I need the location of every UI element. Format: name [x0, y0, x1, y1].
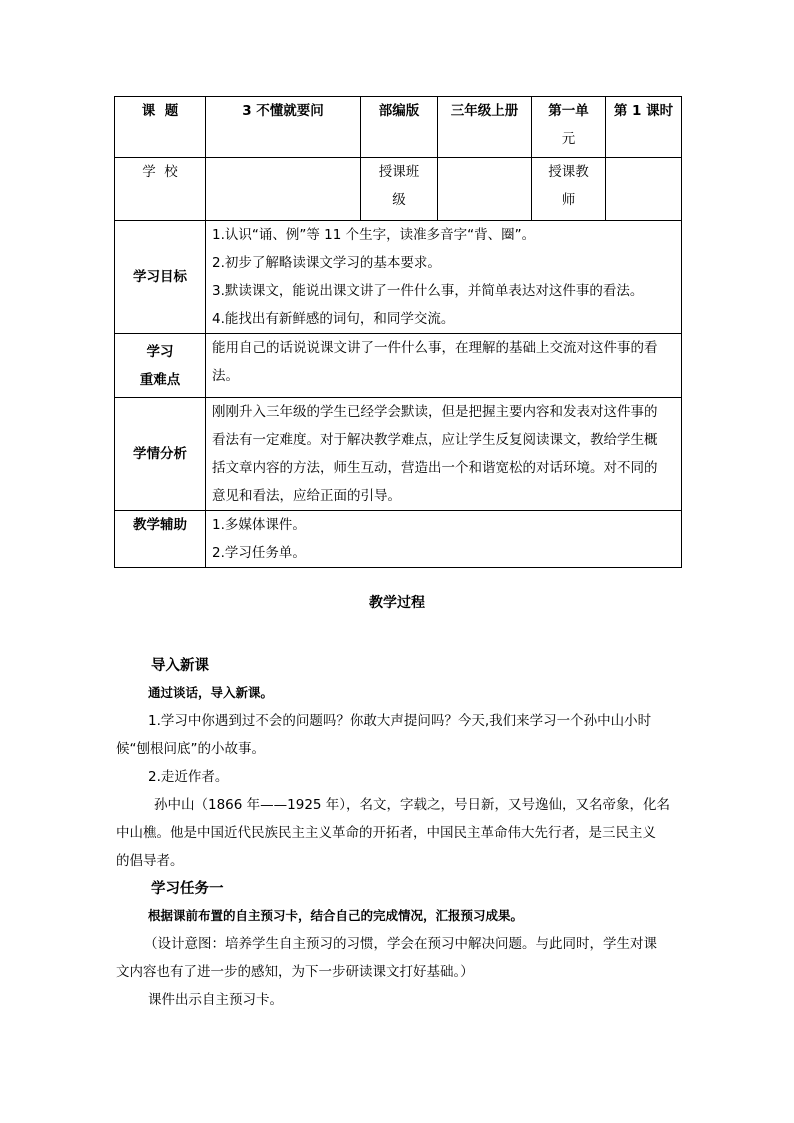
- analysis-line: 括文章内容的方法，师生互动，营造出一个和谐宽松的对话环境。对不同的: [212, 460, 658, 476]
- goal-item: 3.默读课文，能说出课文讲了一件什么事，并简单表达对这件事的看法。: [212, 283, 644, 299]
- difficulty-line: 法。: [212, 368, 239, 384]
- section-subheading-intro: 通过谈话，导入新课。: [148, 685, 274, 700]
- grade: 三年级上册: [438, 97, 532, 158]
- aids-content: [206, 511, 682, 568]
- period: 第 1 课时: [606, 97, 682, 158]
- analysis-line: 意见和看法，应给正面的引导。: [212, 488, 401, 504]
- teacher-label-line-2: 师: [561, 192, 576, 208]
- intro-paragraph-1: [116, 707, 682, 763]
- aid-item: 2.学习任务单。: [212, 545, 306, 561]
- lesson-info-table: [114, 96, 682, 568]
- teacher-label-line-1: 授课教: [548, 164, 589, 180]
- table-row: [115, 221, 682, 334]
- teacher-value: [606, 158, 682, 221]
- teacher-label: [532, 158, 606, 221]
- goal-item: 2.初步了解略读课文学习的基本要求。: [212, 255, 441, 271]
- table-row: [115, 334, 682, 398]
- edition: 部编版: [361, 97, 438, 158]
- section-heading-intro: 导入新课: [151, 658, 209, 674]
- unit-line-1: 第一单: [548, 103, 589, 119]
- paragraph-line: 文内容也有了进一步的感知，为下一步研读课文打好基础。）: [116, 964, 474, 980]
- goals-content: [206, 221, 682, 334]
- analysis-content: [206, 398, 682, 511]
- analysis-line: 看法有一定难度。对于解决教学难点，应让学生反复阅读课文，教给学生概: [212, 432, 658, 448]
- class-label: [361, 158, 438, 221]
- analysis-line: 刚刚升入三年级的学生已经学会默读，但是把握主要内容和发表对这件事的: [212, 404, 658, 420]
- difficulty-label: [115, 334, 206, 398]
- paragraph-line: 孙中山（1866 年——1925 年），名文，字载之，号日新，又号逸仙，又名帝象，化名: [154, 797, 671, 813]
- unit-line-2: 元: [561, 131, 576, 147]
- design-intent-paragraph: [116, 930, 682, 986]
- table-row: [115, 158, 682, 221]
- lesson-title: 3 不懂就要问: [206, 97, 361, 158]
- paragraph-line: 中山樵。他是中国近代民族民主主义革命的开拓者，中国民主革命伟大先行者，是三民主义: [116, 825, 656, 841]
- paragraph-line: 的倡导者。: [116, 853, 184, 869]
- table-row: [115, 97, 682, 158]
- class-label-line-1: 授课班: [378, 164, 420, 180]
- difficulty-line: 能用自己的话说说课文讲了一件什么事，在理解的基础上交流对这件事的看: [212, 340, 658, 356]
- aids-label: 教学辅助: [115, 511, 206, 568]
- paragraph-line: 1.学习中你遇到过不会的问题吗？你敢大声提问吗？今天,我们来学习一个孙中山小时: [148, 713, 652, 729]
- class-value: [438, 158, 532, 221]
- paragraph-line: 候“刨根问底”的小故事。: [116, 741, 265, 757]
- difficulty-content: [206, 334, 682, 398]
- paragraph-line: （设计意图：培养学生自主预习的习惯，学会在预习中解决问题。与此同时，学生对课: [144, 936, 657, 952]
- goal-item: 1.认识“诵、例”等 11 个生字，读准多音字“背、圈”。: [212, 227, 536, 243]
- aid-item: 1.多媒体课件。: [212, 517, 306, 533]
- table-row: [115, 511, 682, 568]
- intro-paragraph-2: 2.走近作者。: [148, 769, 229, 785]
- school-label: 学 校: [115, 158, 206, 221]
- goals-label: 学习目标: [115, 221, 206, 334]
- goal-item: 4.能找出有新鲜感的词句，和同学交流。: [212, 311, 455, 327]
- section-heading-task1: 学习任务一: [151, 881, 224, 897]
- section-subheading-task1: 根据课前布置的自主预习卡，结合自己的完成情况，汇报预习成果。: [148, 908, 524, 923]
- courseware-paragraph: 课件出示自主预习卡。: [148, 992, 283, 1008]
- class-label-line-2: 级: [392, 192, 406, 208]
- table-row: [115, 398, 682, 511]
- process-title: 教学过程: [369, 595, 425, 611]
- difficulty-label-line-2: 重难点: [139, 371, 181, 388]
- difficulty-label-line-1: 学习: [146, 343, 174, 360]
- unit: [532, 97, 606, 158]
- topic-label: 课 题: [115, 97, 206, 158]
- analysis-label: 学情分析: [115, 398, 206, 511]
- school-value: [206, 158, 361, 221]
- author-paragraph: [116, 791, 682, 875]
